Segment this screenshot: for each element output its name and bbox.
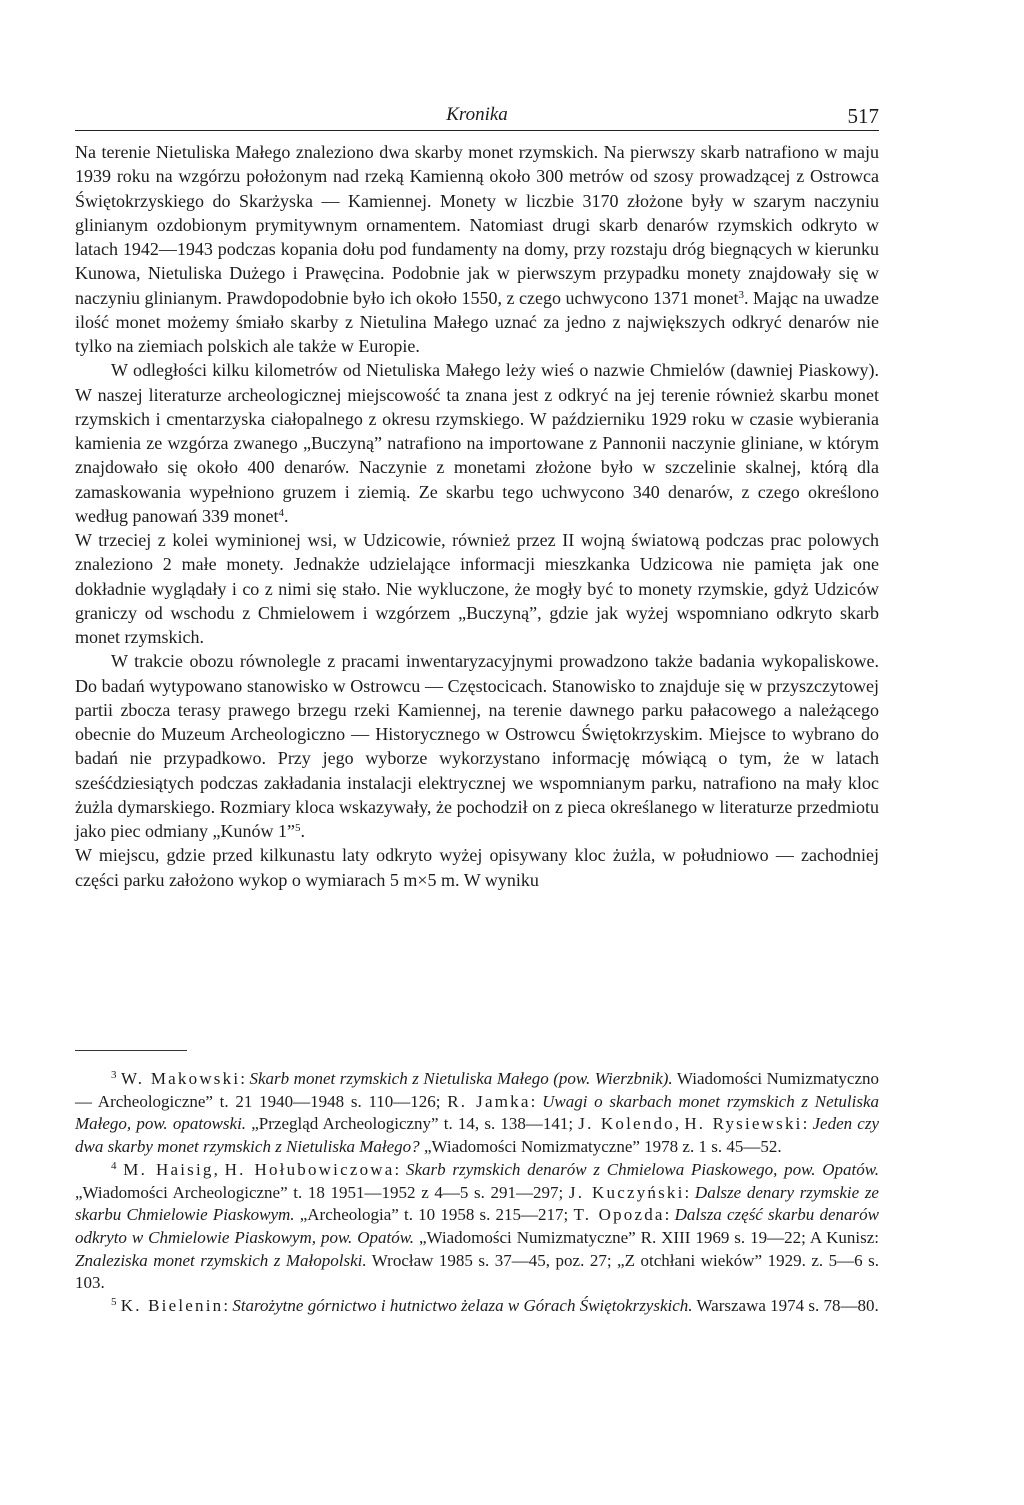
footnote-3-sep-2: : [530,1091,543,1111]
paragraph-2 [75,358,879,528]
footnote-3-title-1: Skarb monet rzymskich z Nietuliska Małego (pow. Wierzbnik). [249,1069,673,1088]
footnote-4-title-1: Skarb rzymskich denarów z Chmielowa Piaskowego, pow. Opatów. [405,1159,880,1179]
footnote-5-author-1: K. Bielenin [120,1296,224,1316]
footnote-4-source-2: „Archeologia” t. 10 1958 s. 215—217; [294,1205,574,1225]
footnote-4-sep-4: : [664,1205,675,1225]
footnote-4-sep-3: : [684,1182,695,1202]
footnote-3-author-2: R. Jamka [447,1091,531,1111]
footnote-4-title-2: Dalsze denary rzymskie ze skarbu Chmielowie Piaskowym. [75,1182,879,1225]
paragraph-4 [75,649,879,843]
paragraph-2-text-b: . [283,505,289,526]
footnote-5-title-1: Starożytne górnictwo i hutnictwo żelaza w Górach Świętokrzyskich. [232,1296,693,1316]
paragraph-1-text-a: Na terenie Nietuliska Małego znaleziono dwa skarby monet rzymskich. Na pierwszy skarb natrafiono w maju 1939 roku na wzgórzu położonym nad rzeką Kamienną około 300 metrów od szosy prowadzącej z Ostrowca Świętokrzyskiego do Skarżyska — Kamiennej. Monety w liczbie 3170 złożone były w szarym naczyniu glinianym ozdobionym prymitywnym ornamentem. Natomiast drugi skarb denarów rzymskich odkryto w latach 1942—1943 podczas kopania dołu pod fundamenty na domy, przy rozstaju dróg biegnących w kierunku Kunowa, Nietuliska Dużego i Prawęcina. Podobnie jak w pierwszym przypadku monety znajdowały się w naczyniu glinianym. Prawdopodobnie było ich około 1550, z czego uchwycono 1371 monet [75,142,879,308]
footnote-ref-3: 3 [738,288,745,301]
footnote-4-source-3: „Wiadomości Numizmatyczne” R. XIII 1969 s. 19—22; A Kunisz: [414,1227,879,1247]
footnote-3-source-2: „Przegląd Archeologiczny” t. 14, s. 138—141; [246,1114,579,1134]
footnote-3-sep-4: : [802,1114,813,1134]
footnote-5-source-1: Warszawa 1974 s. 78—80. [692,1296,879,1316]
page-number: 517 [847,104,879,128]
footnote-3-author-3: J. Kolendo [578,1114,675,1134]
footnote-3-title-3: Jeden czy dwa skarby monet rzymskich z Nietuliska Małego? [75,1114,880,1157]
footnote-3-sep-1: : [240,1069,250,1088]
footnote-3-author-4: H. Rysiewski [684,1114,803,1134]
footnotes [75,1068,879,1318]
footnote-3 [75,1068,879,1159]
footnote-4-author-1: M. Haisig [123,1159,214,1179]
footnote-5-number: 5 [111,1296,117,1309]
footnote-3-title-2: Uwagi o skarbach monet rzymskich z Netuliska Małego, pow. opatowski. [75,1091,879,1134]
footnote-4-source-4: Wrocław 1985 s. 37—45, poz. 27; „Z otchłani wieków” 1929. z. 5—6 s. 103. [75,1250,879,1293]
running-title: Kronika [446,104,508,125]
footnote-3-sep-3: , [674,1114,685,1134]
footnote-rule [75,1050,187,1051]
footnote-4-author-4: T. Opozda [573,1205,665,1225]
footnote-3-source-3: „Wiadomości Nomizmatyczne” 1978 z. 1 s. 45—52. [419,1137,782,1157]
footnote-3-source-1: Wiadomości Numizmatyczno — Archeologiczne” t. 21 1940—1948 s. 110—126; [75,1069,879,1111]
footnote-4-sep-1: , [213,1159,225,1179]
footnote-4-sep-2: : [394,1159,406,1179]
paragraph-2-text-a: W odległości kilku kilometrów od Nietuliska Małego leży wieś o nazwie Chmielów (dawniej Piaskowy). W naszej literaturze archeologicznej miejscowość ta znana jest z odkryć na jej terenie również skarbu monet rzymskich i cmentarzyska ciałopalnego z okresu rzymskiego. W październiku 1929 roku w czasie wybierania kamienia ze wzgórza zwanego „Buczyną” natrafiono na importowane z Pannonii naczynie gliniane, w którym znajdowało się około 400 denarów. Naczynie z monetami złożone było w szczelinie skalnej, którą dla zamaskowania wypełniono gruzem i ziemią. Ze skarbu tego uchwycono 340 denarów, z czego określono według panowań 339 monet [75,360,879,526]
footnote-3-author-1: W. Makowski [121,1069,241,1088]
footnote-4-source-1: „Wiadomości Archeologiczne” t. 18 1951—1952 z 4—5 s. 291—297; [75,1182,569,1202]
paragraph-1-text-b: . Mając na uwadze ilość monet możemy śmiało skarby z Nietulina Małego uznać za jedno z największych odkryć denarów nie tylko na ziemiach polskich ale także w Europie. [75,287,879,356]
footnote-3-number: 3 [111,1069,117,1081]
body-text [75,140,879,892]
footnote-4-title-3: Dalsza część skarbu denarów odkryto w Chmielowie Piaskowym, pow. Opatów. [75,1205,879,1247]
footnote-4-title-4: Znaleziska monet rzymskich z Małopolski. [75,1250,367,1270]
footnote-ref-5: 5 [294,822,301,834]
paragraph-4-text-b: . [300,821,305,841]
footnote-ref-4: 4 [278,506,284,519]
footnote-4-author-3: J. Kuczyński [568,1182,685,1202]
paragraph-3: W trzeciej z kolei wyminionej wsi, w Udzicowie, również przez II wojną światową podczas prac polowych znaleziono 2 małe monety. Jednakże udzielające informacji mieszkanka Udzicowa nie pamięta jak one dokładnie wyglądały i co z nimi się stało. Nie wykluczone, że mogły być to monety rzymskie, gdyż Udziców graniczy od wschodu z Chmielowem i wzgórzem „Buczyną”, gdzie jak wyżej wspomniano odkryto skarb monet rzymskich. [75,530,879,647]
footnote-4-number: 4 [111,1159,117,1172]
footnote-4-author-2: H. Hołubowiczowa [224,1159,395,1179]
header-rule [75,130,879,131]
paragraph-5: W miejscu, gdzie przed kilkunastu laty odkryto wyżej opisywany kloc żużla, w południowo — zachodniej części parku założono wykop o wymiarach 5 m×5 m. W wyniku [75,845,879,890]
footnote-5-sep-1: : [223,1296,233,1316]
paragraph-1 [75,140,879,358]
running-head [75,102,879,132]
paragraph-4-text-a: W trakcie obozu równolegle z pracami inwentaryzacyjnymi prowadzono także badania wykopaliskowe. Do badań wytypowano stanowisko w Ostrowcu — Częstocicach. Stanowisko to znajduje się w przyszczytowej partii zbocza terasy prawego brzegu rzeki Kamiennej, na terenie dawnego parku pałacowego a należącego obecnie do Muzeum Archeologiczno — Historycznego w Ostrowcu Świętokrzyskim. Miejsce to wybrano do badań nie przypadkowo. Przy jego wyborze wykorzystano informację mówiącą o tym, że w latach sześćdziesiątych podczas zakładania instalacji elektrycznej we wspomnianym parku, natrafiono na mały kloc żużla dymarskiego. Rozmiary kloca wskazywały, że pochodził on z pieca określanego w literaturze przedmiotu jako piec odmiany „Kunów 1” [75,651,879,841]
footnote-4 [75,1159,879,1295]
footnote-5 [75,1295,879,1318]
